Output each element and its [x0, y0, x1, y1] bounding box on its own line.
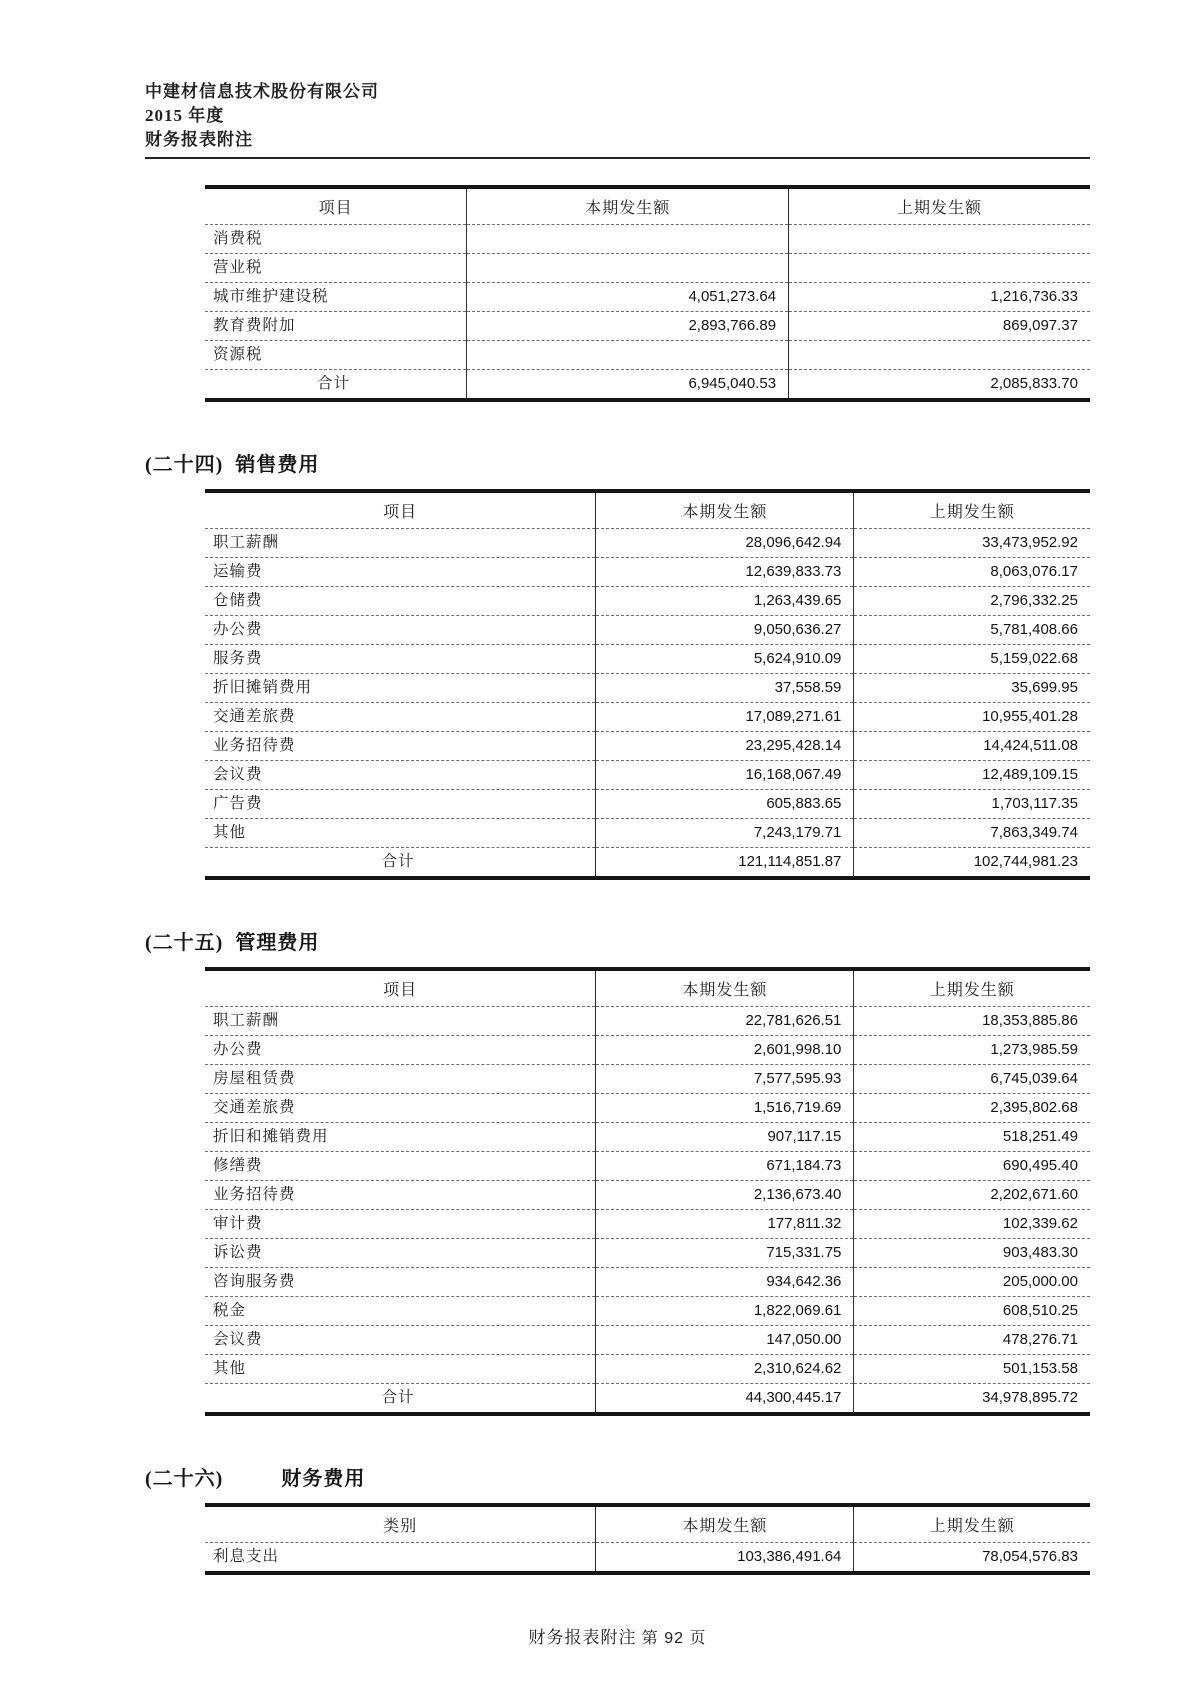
- section-title: 销售费用: [235, 454, 320, 476]
- current-period-value: 147,050.00: [596, 1326, 854, 1355]
- row-label: 办公费: [205, 1036, 596, 1065]
- prior-period-value: 501,153.58: [854, 1355, 1090, 1384]
- prior-period-value: 2,395,802.68: [854, 1094, 1090, 1123]
- prior-period-value: [789, 225, 1090, 254]
- header-row: [205, 491, 1090, 529]
- total-label: 合计: [381, 853, 415, 870]
- row-label: 运输费: [205, 558, 596, 587]
- total-label: 合计: [317, 375, 351, 392]
- total-row: [205, 370, 1090, 401]
- column-header: 上期发生额: [854, 969, 1090, 1007]
- current-period-value: [467, 341, 789, 370]
- current-period-value: 16,168,067.49: [596, 761, 854, 790]
- prior-period-value: 1,273,985.59: [854, 1036, 1090, 1065]
- section-title: 财务费用: [281, 1468, 366, 1490]
- table-row: [205, 1326, 1090, 1355]
- admin-expenses-table-section: [205, 967, 1090, 1416]
- table-row: [205, 587, 1090, 616]
- row-label: 办公费: [205, 616, 596, 645]
- prior-period-value: 1,703,117.35: [854, 790, 1090, 819]
- header-divider: [145, 157, 1090, 159]
- fiscal-year: 2015 年度: [145, 106, 225, 125]
- table-row: [205, 529, 1090, 558]
- prior-period-value: 5,781,408.66: [854, 616, 1090, 645]
- table-row: [205, 703, 1090, 732]
- column-header: 项目: [205, 969, 596, 1007]
- row-label: 修缮费: [205, 1152, 596, 1181]
- section-number: (二十四): [145, 454, 224, 476]
- section-heading-admin-expenses: [145, 926, 1090, 955]
- row-label: 其他: [205, 819, 596, 848]
- table-row: [205, 616, 1090, 645]
- current-period-value: 2,893,766.89: [467, 312, 789, 341]
- selling-expenses-table-section: [205, 489, 1090, 880]
- current-period-value: 121,114,851.87: [596, 848, 854, 879]
- prior-period-value: 205,000.00: [854, 1268, 1090, 1297]
- row-label: 折旧和摊销费用: [205, 1123, 596, 1152]
- prior-period-value: 2,796,332.25: [854, 587, 1090, 616]
- current-period-value: 17,089,271.61: [596, 703, 854, 732]
- current-period-value: 934,642.36: [596, 1268, 854, 1297]
- table-row: [205, 645, 1090, 674]
- header-row: [205, 1505, 1090, 1543]
- prior-period-value: 5,159,022.68: [854, 645, 1090, 674]
- row-label: 交通差旅费: [205, 1094, 596, 1123]
- section-title: 管理费用: [235, 932, 320, 954]
- tax-surcharge-table-section: [205, 185, 1090, 402]
- table-row: [205, 558, 1090, 587]
- row-label: 税金: [205, 1297, 596, 1326]
- prior-period-value: [789, 341, 1090, 370]
- row-label: 业务招待费: [205, 732, 596, 761]
- prior-period-value: 14,424,511.08: [854, 732, 1090, 761]
- row-label: 交通差旅费: [205, 703, 596, 732]
- prior-period-value: 2,085,833.70: [789, 370, 1090, 401]
- table-row: [205, 1239, 1090, 1268]
- prior-period-value: 1,216,736.33: [789, 283, 1090, 312]
- current-period-value: 1,516,719.69: [596, 1094, 854, 1123]
- table-row: [205, 1036, 1090, 1065]
- current-period-value: 28,096,642.94: [596, 529, 854, 558]
- row-label: 利息支出: [213, 1548, 280, 1565]
- column-header: 本期发生额: [467, 187, 789, 225]
- section-number: (二十五): [145, 932, 224, 954]
- row-label: 服务费: [205, 645, 596, 674]
- current-period-value: 23,295,428.14: [596, 732, 854, 761]
- current-period-value: 9,050,636.27: [596, 616, 854, 645]
- prior-period-value: 34,978,895.72: [854, 1384, 1090, 1415]
- column-header: 类别: [205, 1505, 596, 1543]
- prior-period-value: 12,489,109.15: [854, 761, 1090, 790]
- current-period-value: 7,243,179.71: [596, 819, 854, 848]
- current-period-value: 2,601,998.10: [596, 1036, 854, 1065]
- current-period-value: 37,558.59: [596, 674, 854, 703]
- current-period-value: 715,331.75: [596, 1239, 854, 1268]
- document-title: 财务报表附注: [145, 130, 253, 149]
- row-label: 教育费附加: [205, 312, 467, 341]
- prior-period-value: 78,054,576.83: [854, 1543, 1090, 1574]
- row-label: 广告费: [205, 790, 596, 819]
- prior-period-value: [789, 254, 1090, 283]
- tax-surcharge-table: [205, 185, 1090, 402]
- table-row: [205, 1297, 1090, 1326]
- row-label: 职工薪酬: [205, 529, 596, 558]
- row-label: 会议费: [205, 1326, 596, 1355]
- row-label: 仓储费: [205, 587, 596, 616]
- column-header: 本期发生额: [596, 1505, 854, 1543]
- prior-period-value: 102,339.62: [854, 1210, 1090, 1239]
- table-row: [205, 761, 1090, 790]
- row-label: 房屋租赁费: [205, 1065, 596, 1094]
- current-period-value: 671,184.73: [596, 1152, 854, 1181]
- finance-expenses-table-section: [205, 1503, 1090, 1575]
- row-label: 城市维护建设税: [205, 283, 467, 312]
- row-label: 审计费: [205, 1210, 596, 1239]
- row-label: 业务招待费: [205, 1181, 596, 1210]
- row-label: 资源税: [205, 341, 467, 370]
- prior-period-value: 608,510.25: [854, 1297, 1090, 1326]
- section-number: (二十六): [145, 1468, 224, 1490]
- company-name: 中建材信息技术股份有限公司: [145, 82, 379, 101]
- table-row: [205, 341, 1090, 370]
- finance-expenses-table: [205, 1503, 1090, 1575]
- table-row: [205, 1123, 1090, 1152]
- prior-period-value: 18,353,885.86: [854, 1007, 1090, 1036]
- table-row: [205, 1007, 1090, 1036]
- prior-period-value: 478,276.71: [854, 1326, 1090, 1355]
- current-period-value: 1,263,439.65: [596, 587, 854, 616]
- admin-expenses-table: [205, 967, 1090, 1416]
- total-label: 合计: [381, 1389, 415, 1406]
- current-period-value: 907,117.15: [596, 1123, 854, 1152]
- current-period-value: 6,945,040.53: [467, 370, 789, 401]
- total-row: [205, 1384, 1090, 1415]
- current-period-value: 7,577,595.93: [596, 1065, 854, 1094]
- current-period-value: 177,811.32: [596, 1210, 854, 1239]
- prior-period-value: 8,063,076.17: [854, 558, 1090, 587]
- row-label: 咨询服务费: [205, 1268, 596, 1297]
- current-period-value: 12,639,833.73: [596, 558, 854, 587]
- page-footer: [145, 1623, 1090, 1648]
- row-label: 折旧摊销费用: [205, 674, 596, 703]
- row-label: 消费税: [205, 225, 467, 254]
- prior-period-value: 690,495.40: [854, 1152, 1090, 1181]
- table-row: [205, 1210, 1090, 1239]
- prior-period-value: 35,699.95: [854, 674, 1090, 703]
- table-row: [205, 819, 1090, 848]
- current-period-value: [467, 225, 789, 254]
- header-row: [205, 187, 1090, 225]
- table-row: [205, 732, 1090, 761]
- prior-period-value: 6,745,039.64: [854, 1065, 1090, 1094]
- current-period-value: [467, 254, 789, 283]
- prior-period-value: 903,483.30: [854, 1239, 1090, 1268]
- current-period-value: 2,310,624.62: [596, 1355, 854, 1384]
- document-header: [145, 80, 1090, 152]
- table-row: [205, 1543, 1090, 1574]
- prior-period-value: 102,744,981.23: [854, 848, 1090, 879]
- table-row: [205, 1065, 1090, 1094]
- total-row: [205, 848, 1090, 879]
- table-row: [205, 790, 1090, 819]
- row-label: 诉讼费: [205, 1239, 596, 1268]
- column-header: 项目: [205, 491, 596, 529]
- table-row: [205, 254, 1090, 283]
- selling-expenses-table: [205, 489, 1090, 880]
- current-period-value: 2,136,673.40: [596, 1181, 854, 1210]
- current-period-value: 1,822,069.61: [596, 1297, 854, 1326]
- column-header: 上期发生额: [854, 1505, 1090, 1543]
- footer-page-number: 第 92 页: [641, 1630, 707, 1647]
- prior-period-value: 518,251.49: [854, 1123, 1090, 1152]
- table-row: [205, 1152, 1090, 1181]
- current-period-value: 605,883.65: [596, 790, 854, 819]
- table-row: [205, 674, 1090, 703]
- prior-period-value: 2,202,671.60: [854, 1181, 1090, 1210]
- table-row: [205, 1355, 1090, 1384]
- row-label: 营业税: [205, 254, 467, 283]
- table-row: [205, 283, 1090, 312]
- table-row: [205, 312, 1090, 341]
- current-period-value: 103,386,491.64: [596, 1543, 854, 1574]
- prior-period-value: 33,473,952.92: [854, 529, 1090, 558]
- column-header: 项目: [205, 187, 467, 225]
- prior-period-value: 10,955,401.28: [854, 703, 1090, 732]
- current-period-value: 5,624,910.09: [596, 645, 854, 674]
- row-label: 会议费: [205, 761, 596, 790]
- current-period-value: 44,300,445.17: [596, 1384, 854, 1415]
- table-row: [205, 1268, 1090, 1297]
- section-heading-finance-expenses: [145, 1462, 1090, 1491]
- column-header: 本期发生额: [596, 969, 854, 1007]
- header-row: [205, 969, 1090, 1007]
- column-header: 本期发生额: [596, 491, 854, 529]
- prior-period-value: 869,097.37: [789, 312, 1090, 341]
- current-period-value: 22,781,626.51: [596, 1007, 854, 1036]
- row-label: 其他: [205, 1355, 596, 1384]
- row-label: 职工薪酬: [205, 1007, 596, 1036]
- column-header: 上期发生额: [789, 187, 1090, 225]
- table-row: [205, 1094, 1090, 1123]
- table-row: [205, 1181, 1090, 1210]
- section-heading-selling-expenses: [145, 448, 1090, 477]
- current-period-value: 4,051,273.64: [467, 283, 789, 312]
- column-header: 上期发生额: [854, 491, 1090, 529]
- footer-label: 财务报表附注: [528, 1628, 637, 1647]
- table-row: [205, 225, 1090, 254]
- prior-period-value: 7,863,349.74: [854, 819, 1090, 848]
